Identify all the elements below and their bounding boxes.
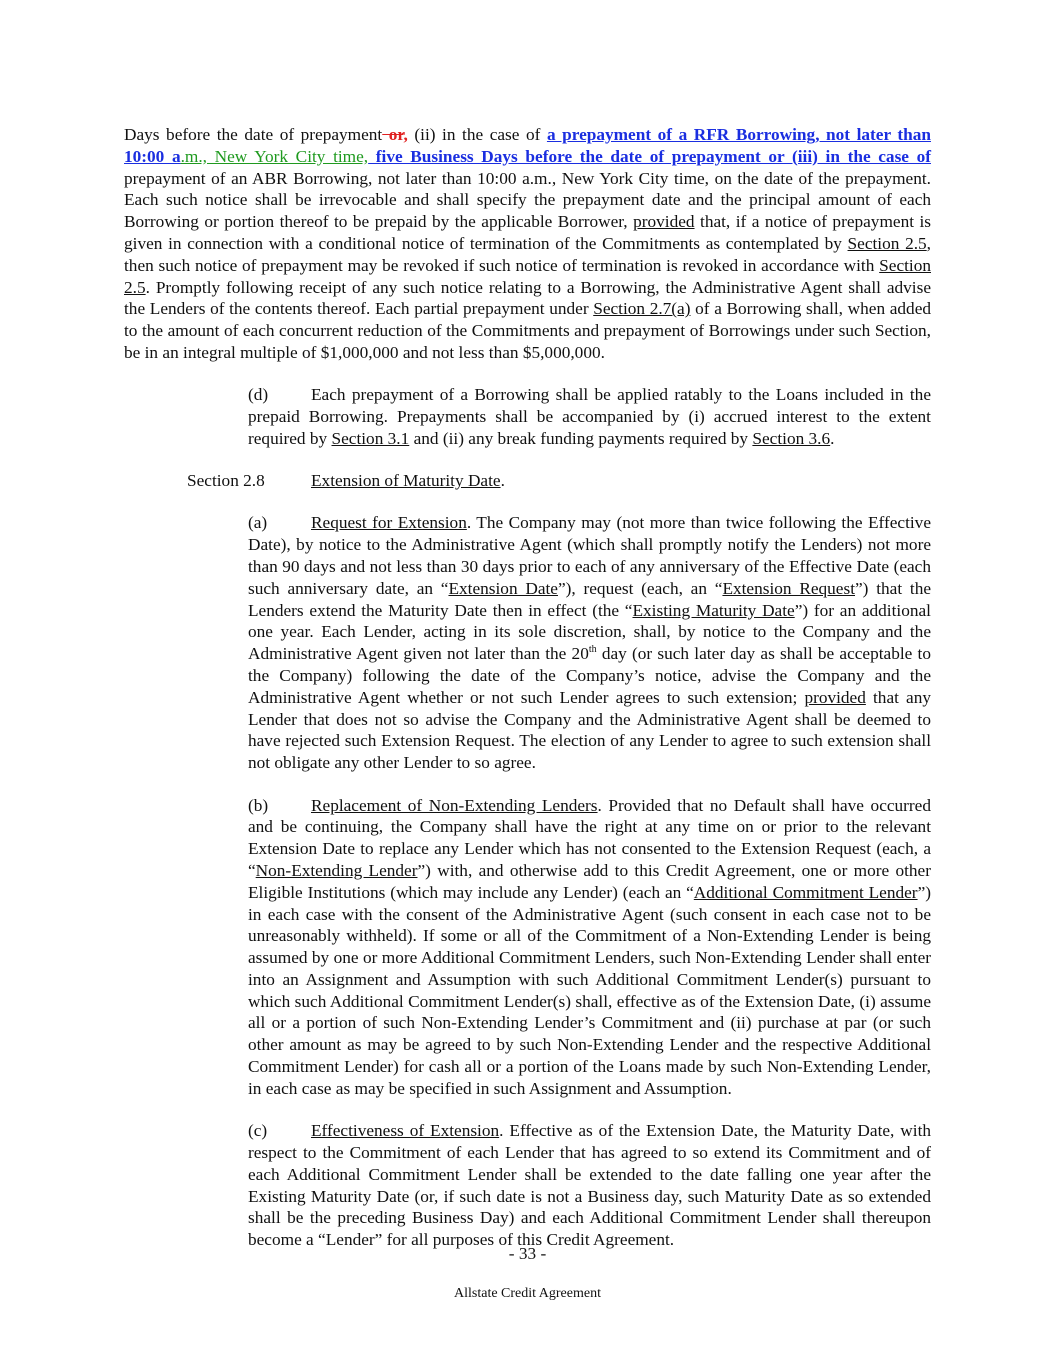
moved-text: .m., New York City time,: [180, 146, 369, 166]
clause-label: (c): [248, 1121, 268, 1141]
defined-term: Extension Date: [448, 578, 558, 598]
paragraph-d: [124, 384, 931, 449]
inserted-text: ,: [403, 125, 408, 144]
section-reference: Section 2.5: [847, 233, 927, 253]
clause-heading: Replacement of Non-Extending Lenders: [311, 795, 598, 815]
section-heading: [124, 470, 931, 492]
document-page: [124, 124, 931, 1251]
section-title: Extension of Maturity Date: [311, 471, 501, 491]
page-number: - 33 -: [508, 1244, 547, 1263]
text-run: .: [830, 428, 835, 448]
clause-label: (a): [248, 513, 268, 533]
text-run: Each prepayment of a Borrowing shall be applied ratably to the Loans included in the prepaid Borrowing. Prepayments shall be accompanied by (i) accrued interest to the extent required by: [248, 385, 931, 448]
defined-term: Additional Commitment Lender: [693, 882, 918, 902]
paragraph-c: [124, 1120, 931, 1251]
clause-label: (b): [248, 795, 269, 815]
clause-heading: Effectiveness of Extension: [311, 1121, 500, 1141]
text-run: prepayment of an ABR Borrowing, not later than 10:00 a.m., New York City time, on the date of the prepayment. Each such notice shall be irrevocable and shall specify the prepayment date and the principal amount of each Borrowing or portion thereof to be prepaid by the applicable Borrower,: [124, 168, 931, 232]
text-run: and (ii) any break funding payments required by: [409, 428, 753, 448]
text-run: of a Borrowing shall, when added to the amount of each concurrent reduction of the Commitments and prepayment of Borrowings under such Section, be in an integral multiple of $1,000,000 and not less than $5,000,000.: [124, 299, 931, 362]
text-run: ”) for an additional one year. Each Lender, acting in its sole discretion, shall, by notice to the Company and the Administrative Agent given not later than the 20: [248, 600, 931, 664]
inserted-text: a prepayment of a RFR Borrowing, not later than 10:00 a: [124, 125, 931, 166]
text-run: that any Lender that does not so advise the Company and the Administrative Agent shall be deemed to have rejected such Extension Request. The election of any Lender to agree to such extension shall not obligate any other Lender to so agree.: [248, 687, 932, 773]
section-reference: Section 3.6: [752, 428, 831, 448]
text-run: Days before the date of prepayment: [124, 125, 383, 144]
paragraph-a: [124, 512, 931, 774]
section-number: Section 2.8: [187, 471, 265, 491]
paragraph-prepayment-notice: [124, 124, 931, 364]
text-run: ”), request (each, an “: [557, 578, 723, 598]
defined-term: provided: [633, 212, 695, 232]
text-run: , then such notice of prepayment may be revoked if such notice of termination is revoked in accordance with: [124, 233, 931, 275]
defined-term: provided: [804, 687, 866, 707]
document-footer: Allstate Credit Agreement: [454, 1286, 601, 1301]
ordinal-suffix: th: [588, 644, 597, 656]
text-run: ”) with, and otherwise add to this Credit Agreement, one or more other Eligible Institutions (which may include any Lender) (each an “: [248, 860, 931, 902]
text-run: .: [500, 471, 505, 491]
defined-term: Non-Extending Lender: [255, 860, 418, 880]
section-reference: Section 2.5: [124, 255, 931, 297]
inserted-text: five Business Days before the date of prepayment or (iii) in the case of: [368, 146, 931, 166]
defined-term: Existing Maturity Date: [632, 600, 795, 620]
defined-term: Extension Request: [722, 578, 856, 598]
text-run: . Effective as of the Extension Date, the Maturity Date, with respect to the Commitment of each Lender that has agreed to so extend its Commitment and of each Additional Commitment Lender shall be extended to the date falling one year after the Existing Maturity Date (or, if such date is not a Business day, such Maturity Date as so extended shall be the preceding Business Day) and each Additional Commitment Lender shall thereupon become a “Lender” for all purposes of this Credit Agreement.: [248, 1121, 932, 1250]
section-reference: Section 2.7(a): [593, 299, 691, 319]
text-run: . Provided that no Default shall have occurred and be continuing, the Company shall have the right at any time on or prior to the relevant Extension Date to replace any Lender which has not consented to the Extension Request (each, a “: [248, 795, 931, 880]
text-run: day (or such later day as shall be acceptable to the Company) following the date of the Company’s notice, advise the Company and the Administrative Agent whether or not such Lender agrees to such extension;: [248, 644, 931, 707]
text-run: ”) that the Lenders extend the Maturity Date then in effect (the “: [248, 578, 932, 620]
text-run: (ii) in the case of: [407, 125, 547, 144]
clause-heading: Request for Extension: [311, 513, 467, 533]
deleted-text: or: [382, 125, 404, 144]
text-run: ”) in each case with the consent of the Administrative Agent (such consent in each case not to be unreasonably withheld). If some or all of the Commitment of a Non-Extending Lender is being assumed by one or more Additional Commitment Lenders, such Non-Extending Lender shall enter into an Assignment and Assumption with such Additional Commitment Lender(s) pursuant to which such Additional Commitment Lender(s) shall, effective as of the Extension Date, (i) assume all or a portion of such Non-Extending Lender’s Commitment and (ii) purchase at par (or such other amount as may be agreed to by such Non-Extending Lender and the respective Additional Commitment Lender) for cash all or a portion of the Loans made by such Non-Extending Lender, in each case as may be specified in such Assignment and Assumption.: [248, 882, 931, 1098]
text-run: . The Company may (not more than twice following the Effective Date), by notice to the Administrative Agent (which shall promptly notify the Lenders) not more than 90 days and not less than 30 days prior to each of any anniversary of the Effective Date (each such anniversary date, an “: [248, 513, 931, 598]
text-run: . Promptly following receipt of any such notice relating to a Borrowing, the Administrative Agent shall advise the Lenders of the contents thereof. Each partial prepayment under: [124, 277, 931, 319]
clause-label: (d): [248, 385, 269, 405]
paragraph-b: [124, 795, 931, 1100]
section-reference: Section 3.1: [331, 428, 410, 448]
text-run: that, if a notice of prepayment is given in connection with a conditional notice of termination of the Commitments as contemplated by: [124, 212, 931, 253]
